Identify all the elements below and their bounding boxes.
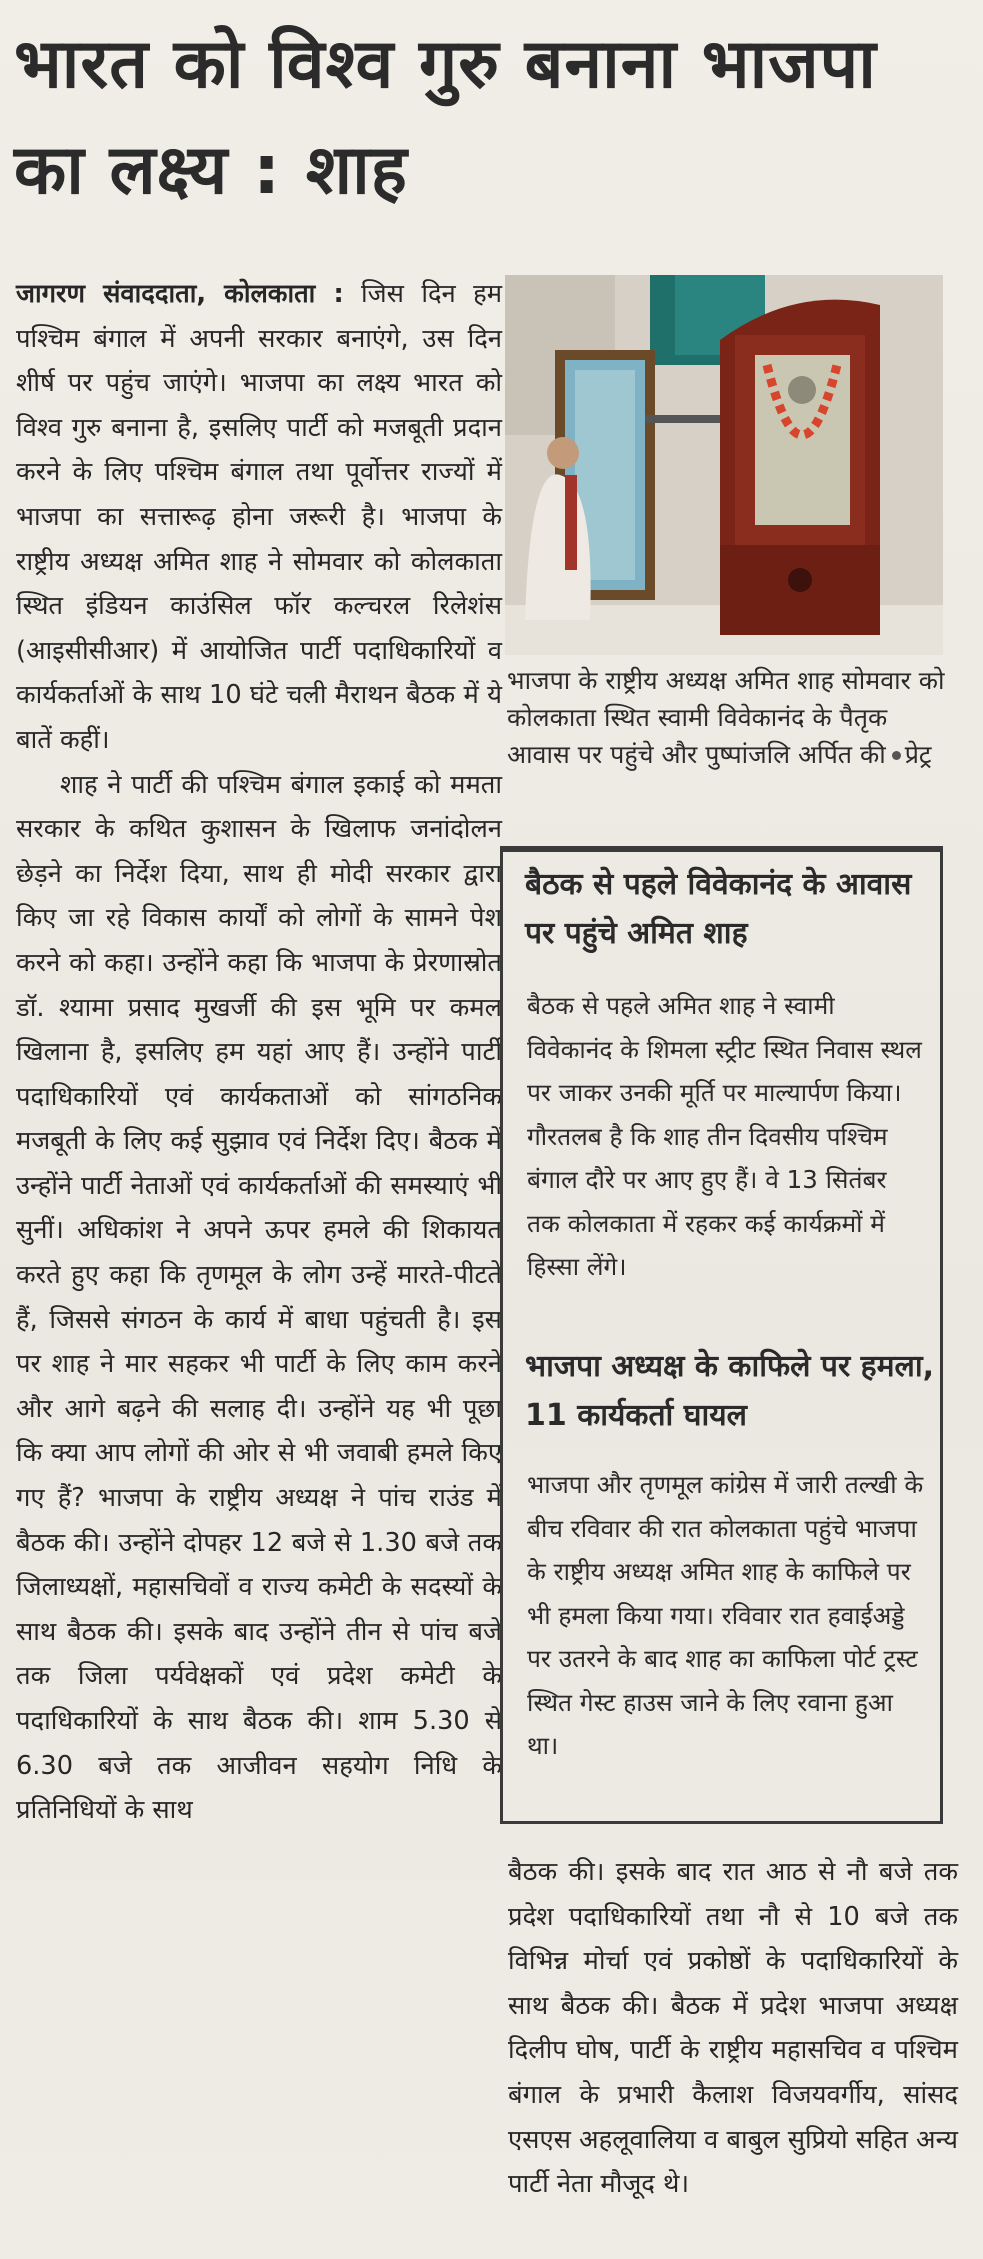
headline: भारत को विश्व गुरु बनाना भाजपा का लक्ष्य : शाह [14,25,877,210]
byline: जागरण संवाददाता, कोलकाता : [16,279,344,309]
article-column-left [16,272,502,1833]
article-lead-text: जिस दिन हम पश्चिम बंगाल में अपनी सरकार बनाएंगे, उस दिन शीर्ष पर पहुंच जाएंगे। भाजपा का लक्ष्य भारत को विश्व गुरु बनाना है, इसलिए पार्टी को मजबूती प्रदान करने के लिए पश्चिम बंगाल तथा पूर्वोत्तर राज्यों में भाजपा का सत्तारूढ़ होना जरूरी है। भाजपा के राष्ट्रीय अध्यक्ष अमित शाह ने सोमवार को कोलकाता स्थित इंडियन काउंसिल फॉर कल्चरल रिलेशंस (आइसीसीआर) में आयोजित पार्टी पदाधिकारियों व कार्यकर्ताओं के साथ 10 घंटे चली मैराथन बैठक में ये बातें कहीं। [16,279,503,755]
bullet-dot-icon [892,751,901,760]
article-column-right [508,1850,958,2207]
photo-caption-text: भाजपा के राष्ट्रीय अध्यक्ष अमित शाह सोमवार को कोलकाता स्थित स्वामी विवेकानंद के पैतृक आवास पर पहुंचे और पुष्पांजलि अर्पित की [507,666,945,769]
news-photo [505,275,943,655]
sidebar-text-2: भाजपा और तृणमूल कांग्रेस में जारी तल्खी के बीच रविवार की रात कोलकाता पहुंचे भाजपा के राष्ट्रीय अध्यक्ष अमित शाह के काफिले पर भी हमला किया गया। रविवार रात हवाईअड्डे पर उतरने के बाद शाह का काफिला पोर्ट ट्रस्ट स्थित गेस्ट हाउस जाने के लिए रवाना हुआ था। [527,1470,924,1760]
photo-credit: प्रेट्र [904,740,932,769]
sidebar-subhead-1: बैठक से पहले विवेकानंद के आवास पर पहुंचे अमित शाह [525,867,912,951]
article-paragraph-2: शाह ने पार्टी की पश्चिम बंगाल इकाई को ममता सरकार के कथित कुशासन के खिलाफ जनांदोलन छेड़ने का निर्देश दिया, साथ ही मोदी सरकार द्वारा किए जा रहे विकास कार्यों को लोगों के सामने पेश करने को कहा। उन्होंने कहा कि भाजपा के प्रेरणास्रोत डॉ. श्यामा प्रसाद मुखर्जी की इस भूमि पर कमल खिलाना है, इसलिए हम यहां आए हैं। उन्होंने पार्टी पदाधिकारियों एवं कार्यकताओं को सांगठनिक मजबूती के लिए कई सुझाव एवं निर्देश दिए। बैठक में उन्होंने पार्टी नेताओं एवं कार्यकर्ताओं की समस्याएं भी सुनीं। अधिकांश ने अपने ऊपर हमले की शिकायत करते हुए कहा कि तृणमूल के लोग उन्हें मारते-पीटते हैं, जिससे संगठन के कार्य में बाधा पहुंचती है। इस पर शाह ने मार सहकर भी पार्टी के लिए काम करने और आगे बढ़ने की सलाह दी। उन्होंने यह भी पूछा कि क्या आप लोगों की ओर से भी जवाबी हमले किए गए हैं? भाजपा के राष्ट्रीय अध्यक्ष ने पांच राउंड में बैठक की। उन्होंने दोपहर 12 बजे से 1.30 बजे तक जिलाध्यक्षों, महासचिवों व राज्य कमेटी के सदस्यों के साथ बैठक की। इसके बाद उन्होंने तीन से पांच बजे तक जिला पर्यवेक्षकों एवं प्रदेश कमेटी के पदाधिकारियों के साथ बैठक की। शाम 5.30 से 6.30 बजे तक आजीवन सहयोग निधि के प्रतिनिधियों के साथ [16,769,502,1826]
photo-caption [507,662,947,773]
sidebar-box [500,846,943,1824]
sidebar-text-1: बैठक से पहले अमित शाह ने स्वामी विवेकानंद के शिमला स्ट्रीट स्थित निवास स्थल पर जाकर उनकी मूर्ति पर माल्यार्पण किया। गौरतलब है कि शाह तीन दिवसीय पश्चिम बंगाल दौरे पर आए हुए हैं। वे 13 सितंबर तक कोलकाता में रहकर कई कार्यक्रमों में हिस्सा लेंगे। [527,991,922,1281]
photo-illustration [505,275,943,655]
article-paragraph-1 [16,272,502,763]
article-paragraph-3: बैठक की। इसके बाद रात आठ से नौ बजे तक प्रदेश पदाधिकारियों तथा नौ से 10 बजे तक विभिन्न मोर्चा एवं प्रकोष्ठों के पदाधिकारियों के साथ बैठक की। बैठक में प्रदेश भाजपा अध्यक्ष दिलीप घोष, पार्टी के राष्ट्रीय महासचिव व पश्चिम बंगाल के प्रभारी कैलाश विजयवर्गीय, सांसद एसएस अहलूवालिया व बाबुल सुप्रियो सहित अन्य पार्टी नेता मौजूद थे। [508,1857,958,2200]
sidebar-subhead-2: भाजपा अध्यक्ष के काफिले पर हमला, 11 कार्यकर्ता घायल [525,1349,935,1433]
